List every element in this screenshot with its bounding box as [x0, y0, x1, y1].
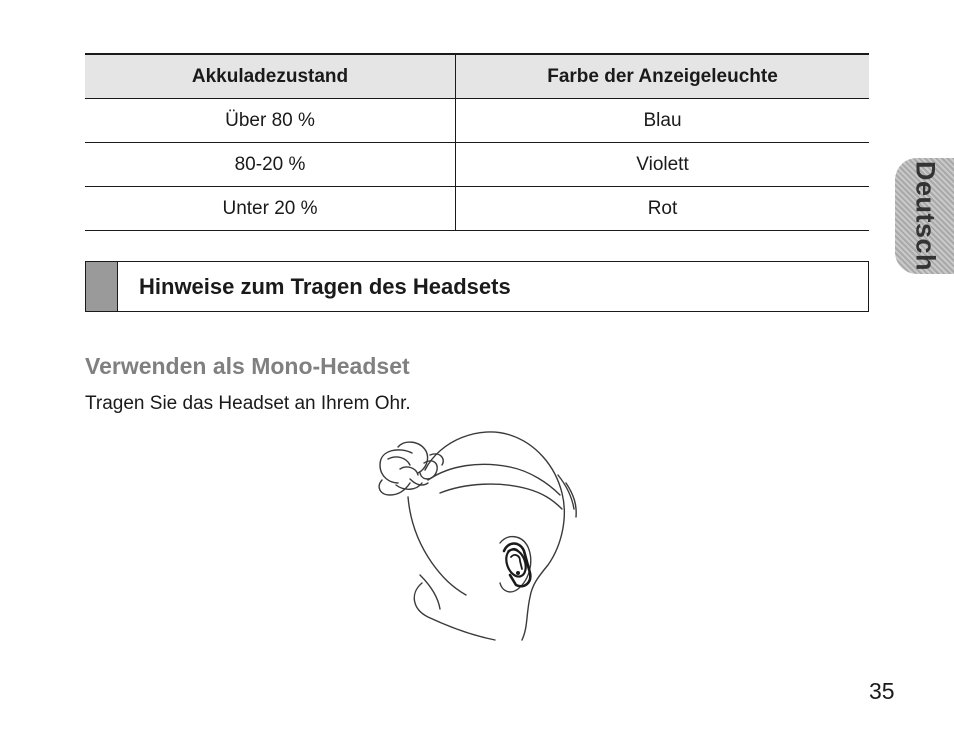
instruction-text: Tragen Sie das Headset an Ihrem Ohr.: [85, 393, 411, 414]
section-title: Hinweise zum Tragen des Headsets: [139, 273, 511, 299]
language-tab-label: Deutsch: [910, 160, 940, 272]
column-header: Farbe der Anzeigeleuchte: [456, 54, 870, 99]
table-row: [85, 143, 869, 187]
table-row: [85, 99, 869, 143]
battery-status-table: [85, 53, 869, 231]
table-row: [85, 187, 869, 231]
section-heading: [85, 261, 869, 312]
table-cell: Rot: [456, 187, 870, 231]
page-number: 35: [869, 678, 895, 704]
section-marker: [86, 262, 118, 311]
table-header-row: [85, 54, 869, 99]
table-cell: Über 80 %: [85, 99, 456, 143]
language-tab: [895, 158, 954, 274]
subsection-title: Verwenden als Mono-Headset: [85, 353, 410, 379]
table-cell: 80-20 %: [85, 143, 456, 187]
column-header: Akkuladezustand: [85, 54, 456, 99]
table-cell: Violett: [456, 143, 870, 187]
table-cell: Unter 20 %: [85, 187, 456, 231]
head-with-headset-illustration: [370, 425, 585, 652]
table-cell: Blau: [456, 99, 870, 143]
